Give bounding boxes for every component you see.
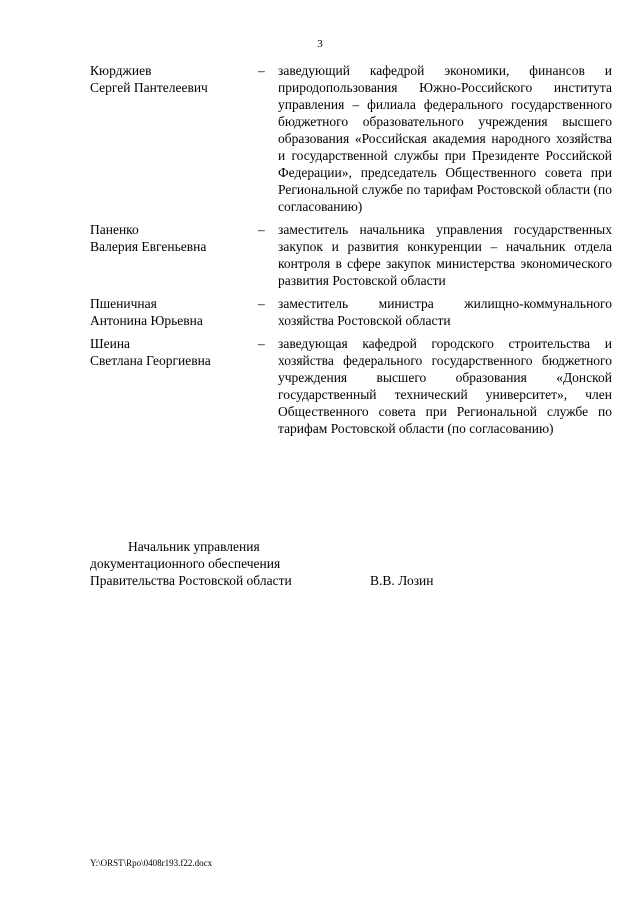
dash-separator: –	[258, 222, 265, 237]
file-path-footer: Y:\ORST\Rpo\0408r193.f22.docx	[90, 858, 213, 868]
member-position: заведующий кафедрой экономики, финансов и природопользования Южно-Российского института управления – филиала федерального государственного бюджетного образовательного учреждения высшего образования «Российская академия народного хозяйства и государственной службы при Президенте Российской Федерации», председатель Общественного совета при Региональной службе по тарифам Ростовской области (по согласованию)	[278, 63, 612, 214]
member-position: заведующая кафедрой городского строительства и хозяйства федерального государственного бюджетного учреждения высшего образования «Донской государственный технический университет», член Общественного совета при Региональной службе по тарифам Ростовской области (по согласованию)	[278, 336, 612, 436]
member-given-names: Светлана Георгиевна	[90, 353, 211, 368]
signatory-title-line-3: Правительства Ростовской области	[90, 573, 292, 588]
page-number: 3	[317, 38, 323, 50]
signatory-title-line-2: документационного обеспечения	[90, 556, 281, 571]
member-given-names: Валерия Евгеньевна	[90, 239, 207, 254]
dash-separator: –	[258, 336, 265, 351]
member-entry	[90, 221, 612, 289]
member-list	[90, 62, 612, 443]
member-surname: Кюрджиев	[90, 63, 152, 78]
member-entry	[90, 335, 612, 437]
signatory-name: В.В. Лозин	[370, 573, 434, 588]
signature-block	[90, 538, 490, 589]
member-given-names: Сергей Пантелеевич	[90, 80, 208, 95]
member-name	[90, 335, 258, 437]
signatory-title-line-1: Начальник управления	[128, 539, 260, 554]
member-entry	[90, 62, 612, 215]
member-position: заместитель министра жилищно-коммунального хозяйства Ростовской области	[278, 296, 612, 328]
member-surname: Пшеничная	[90, 296, 157, 311]
member-name	[90, 295, 258, 329]
member-surname: Паненко	[90, 222, 139, 237]
signatory-row	[90, 572, 490, 589]
member-name	[90, 221, 258, 289]
dash-separator: –	[258, 296, 265, 311]
dash-separator: –	[258, 63, 265, 78]
member-given-names: Антонина Юрьевна	[90, 313, 203, 328]
member-name	[90, 62, 258, 215]
member-position: заместитель начальника управления государственных закупок и развития конкуренции – начальник отдела контроля в сфере закупок министерства экономического развития Ростовской области	[278, 222, 612, 288]
member-entry	[90, 295, 612, 329]
member-surname: Шеина	[90, 336, 131, 351]
